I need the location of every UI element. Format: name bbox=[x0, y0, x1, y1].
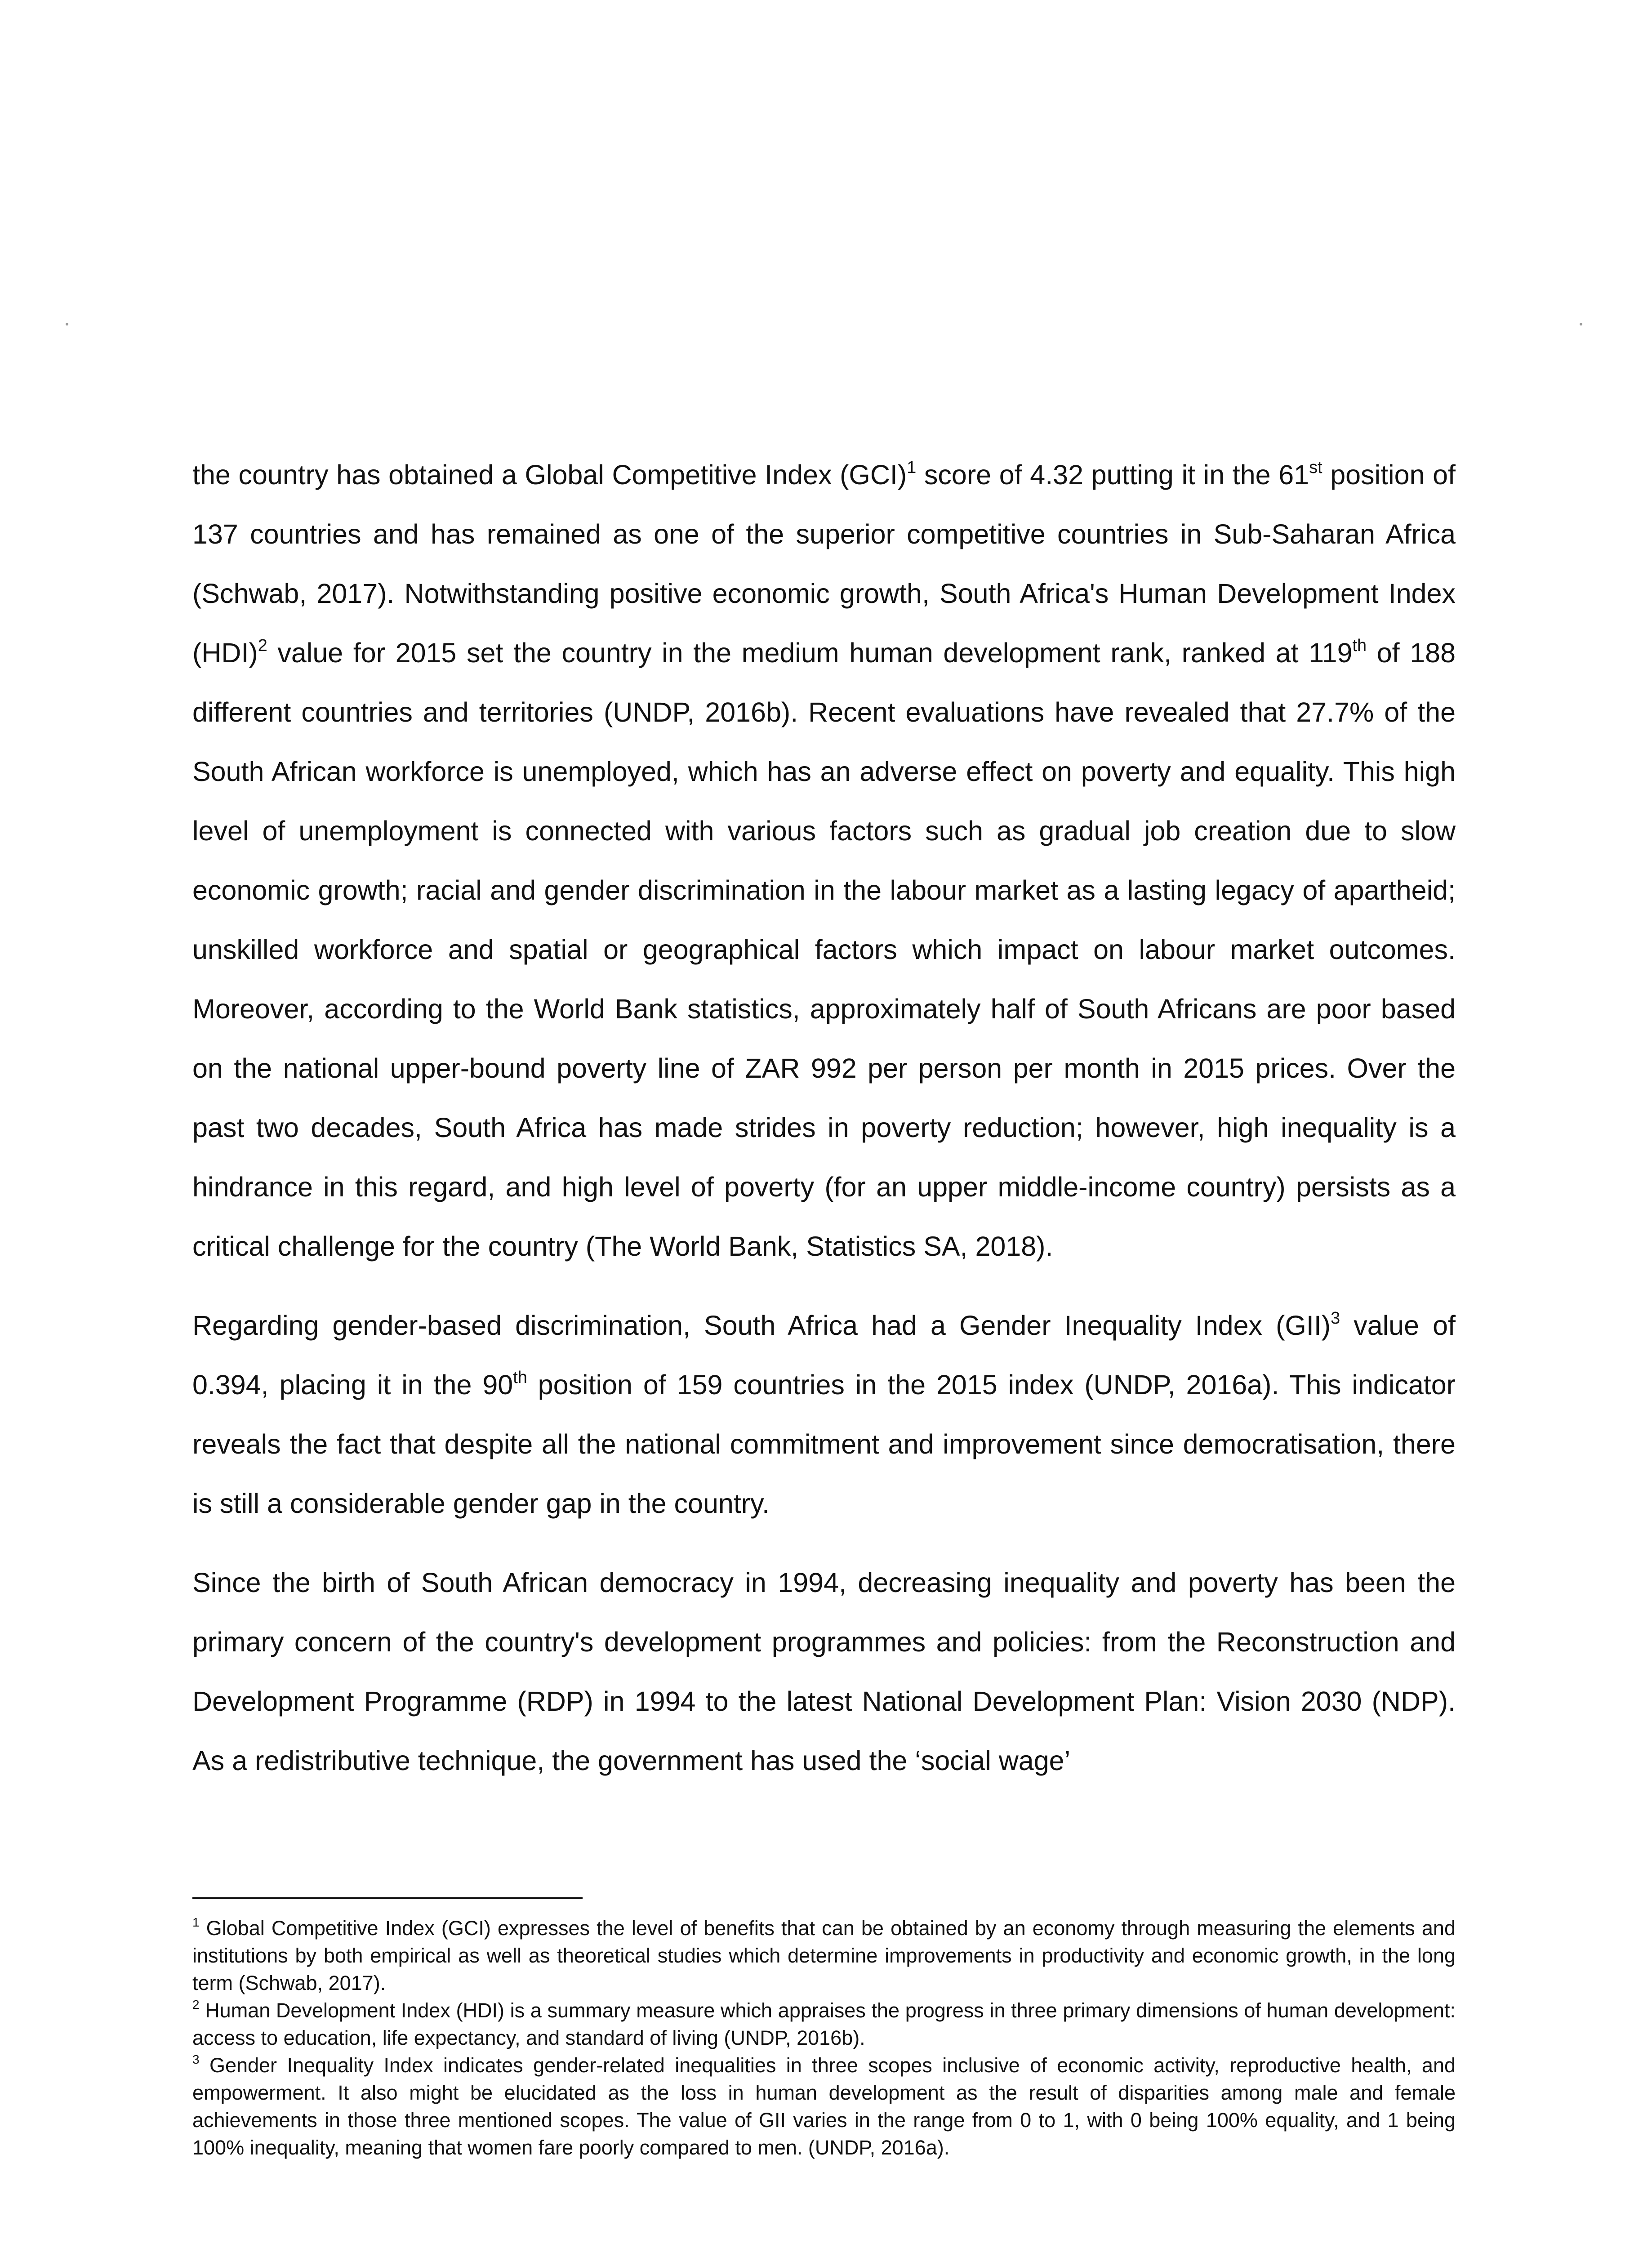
footnote-text: Gender Inequality Index indicates gender-related inequalities in three scopes inclusive of economic activity, reproductive health, and empowerment. It also might be elucidated as the loss in human development as the result of disparities among male and female achievements in those three mentioned scopes. The value of GII varies in the range from 0 to 1, with 0 being 100% equality, and 1 being 100% inequality, meaning that women fare poorly compared to men. (UNDP, 2016a). bbox=[192, 2054, 1456, 2159]
footnote-ref: 2 bbox=[258, 636, 267, 655]
footnote-ref: 1 bbox=[907, 458, 917, 477]
footnote-mark: 1 bbox=[192, 1915, 200, 1930]
text-run: position of 137 countries and has remained as one of the superior competitive countries in Sub-Saharan Africa (Schwab, 2017). Notwithstanding positive economic growth, South Africa's Human Development Index (HDI) bbox=[192, 459, 1456, 668]
scan-mark-left bbox=[66, 323, 68, 326]
footnote bbox=[192, 1997, 1456, 2052]
footnote-separator bbox=[192, 1897, 583, 1899]
body-text bbox=[192, 445, 1456, 1810]
footnote-text: Global Competitive Index (GCI) expresses the level of benefits that can be obtained by an economy through measuring the elements and institutions by both empirical as well as theoretical studies which determine improvements in productivity and economic growth, in the long term (Schwab, 2017). bbox=[192, 1917, 1456, 1994]
text-run: score of 4.32 putting it in the 61 bbox=[916, 459, 1309, 490]
text-run: Regarding gender-based discrimination, South Africa had a Gender Inequality Index (GII) bbox=[192, 1310, 1331, 1341]
footnote-mark: 2 bbox=[192, 1998, 200, 2012]
ordinal-suffix: th bbox=[513, 1368, 527, 1387]
footnote-mark: 3 bbox=[192, 2052, 200, 2067]
text-run: position of 159 countries in the 2015 index (UNDP, 2016a). This indicator reveals the fact that despite all the national commitment and improvement since democratisation, there is still a considerable gender gap in the country. bbox=[192, 1369, 1456, 1519]
footnote-ref: 3 bbox=[1331, 1308, 1340, 1328]
scan-mark-right bbox=[1580, 323, 1582, 326]
text-run: value for 2015 set the country in the medium human development rank, ranked at 119 bbox=[267, 638, 1353, 668]
text-run: the country has obtained a Global Competitive Index (GCI) bbox=[192, 459, 907, 490]
text-run: of 188 different countries and territories (UNDP, 2016b). Recent evaluations have revealed that 27.7% of the South African workforce is unemployed, which has an adverse effect on poverty and equality. This high level of unemployment is connected with various factors such as gradual job creation due to slow economic growth; racial and gender discrimination in the labour market as a lasting legacy of apartheid; unskilled workforce and spatial or geographical factors which impact on labour market outcomes. Moreover, according to the World Bank statistics, approximately half of South Africans are poor based on the national upper-bound poverty line of ZAR 992 per person per month in 2015 prices. Over the past two decades, South Africa has made strides in poverty reduction; however, high inequality is a hindrance in this regard, and high level of poverty (for an upper middle-income country) persists as a critical challenge for the country (The World Bank, Statistics SA, 2018). bbox=[192, 638, 1456, 1262]
footnotes bbox=[192, 1914, 1456, 2161]
ordinal-suffix: st bbox=[1309, 458, 1322, 477]
footnote bbox=[192, 1914, 1456, 1997]
paragraph bbox=[192, 445, 1456, 1276]
paragraph bbox=[192, 1553, 1456, 1790]
paragraph bbox=[192, 1296, 1456, 1533]
footnote bbox=[192, 2052, 1456, 2161]
text-run: Since the birth of South African democracy in 1994, decreasing inequality and poverty has been the primary concern of the country's development programmes and policies: from the Reconstruction and Development Programme (RDP) in 1994 to the latest National Development Plan: Vision 2030 (NDP). As a redistributive technique, the government has used the ‘social wage’ bbox=[192, 1567, 1456, 1776]
ordinal-suffix: th bbox=[1352, 636, 1367, 655]
footnote-text: Human Development Index (HDI) is a summary measure which appraises the progress in three primary dimensions of human development: access to education, life expectancy, and standard of living (UNDP, 2016b). bbox=[192, 1999, 1456, 2049]
text-run: value of 0.394, placing it in the 90 bbox=[192, 1310, 1456, 1400]
